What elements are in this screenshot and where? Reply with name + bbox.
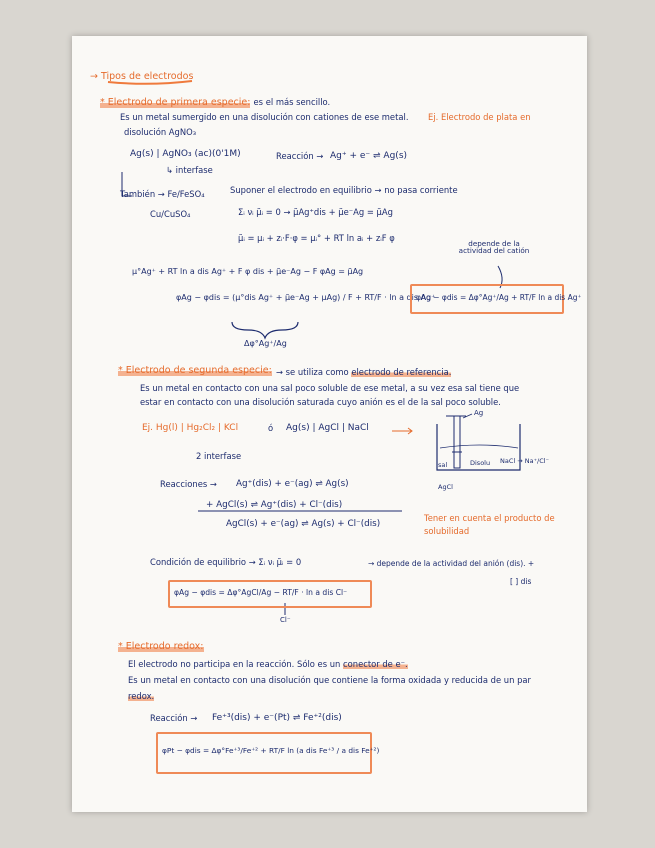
first-kind-reaction: Ag⁺ + e⁻ ⇌ Ag(s) [330, 151, 408, 161]
page-title: → Tipos de electrodos [90, 71, 194, 82]
first-kind-tambien: También → Fe/FeSO₄ [120, 189, 205, 199]
first-kind-depends-note: depende de la actividad del catión [458, 239, 530, 256]
second-kind-line2: estar en contacto con una disolución saturada cuyo anión es el de la sal poco soluble. [140, 397, 501, 407]
second-kind-heading: * Electrodo de segunda especie: [118, 365, 272, 376]
second-kind-depends-note: → depende de la actividad del anión (dis). + [368, 559, 535, 568]
diagram-solution-label: Disolu [470, 459, 491, 467]
redox-result: φPt − φdis = Δφ°Fe⁺³/Fe⁺² + RT/F ln (a dis Fe⁺³ / a dis Fe⁺²) [162, 746, 380, 755]
first-kind-cell: Ag(s) | AgNO₃ (ac)(0'1M) [130, 149, 241, 159]
first-kind-interface: ↳ interfase [166, 165, 213, 175]
reactions-label: Reacciones → [160, 479, 217, 489]
equilibrium-condition: Condición de equilibrio → Σᵢ νᵢ μ̃ᵢ = 0 [150, 557, 302, 567]
chloride-label: Cl⁻ [280, 616, 291, 624]
second-kind-dis-note: [ ] dis [510, 577, 532, 586]
second-kind-note: → se utiliza como electrodo de referencia. [276, 367, 452, 377]
second-kind-or: ó [268, 423, 274, 433]
diagram-sal-label: sal [438, 461, 448, 469]
redox-heading: * Electrodo redox: [118, 641, 204, 652]
diagram-ag-label: Ag [474, 409, 484, 417]
second-kind-result: φAg − φdis = Δφ°AgCl/Ag − RT/F · ln a dis Cl⁻ [174, 588, 348, 597]
first-kind-line2: disolución AgNO₃ [124, 127, 197, 137]
redox-line3: redox. [128, 691, 155, 701]
first-kind-eq4: φAg − φdis = (μ°dis Ag⁺ + μ̃e⁻Ag + μAg) / F + RT/F · ln a dis Ag⁺ [176, 293, 436, 302]
first-kind-eq2: μ̃ᵢ = μᵢ + zᵢ·F·φ = μᵢ° + RT ln aᵢ + zᵢF φ [238, 233, 395, 243]
solubility-note: Tener en cuenta el producto de solubilidad [424, 513, 555, 537]
first-kind-example: Ej. Electrodo de plata en [428, 112, 531, 122]
second-kind-line1: Es un metal en contacto con una sal poco soluble de ese metal, a su vez esa sal tiene que [140, 383, 520, 393]
first-kind-brace-label: Δφ°Ag⁺/Ag [244, 339, 287, 348]
reaction-1: Ag⁺(dis) + e⁻(ag) ⇌ Ag(s) [236, 479, 349, 489]
reaction-2: + AgCl(s) ⇌ Ag⁺(dis) + Cl⁻(dis) [206, 500, 343, 510]
diagram-agcl-label: AgCl [438, 483, 453, 491]
second-kind-example1: Ej. Hg(l) | Hg₂Cl₂ | KCl [142, 423, 239, 433]
redox-line2: Es un metal en contacto con una disolución que contiene la forma oxidada y reducida de un par [128, 675, 531, 685]
first-kind-eq1: Σᵢ νᵢ μ̃ᵢ = 0 → μ̃Ag⁺dis + μ̃e⁻Ag = μ̃Ag [238, 207, 393, 217]
first-kind-suponer: Suponer el electrodo en equilibrio → no pasa corriente [230, 185, 458, 195]
first-kind-heading: * Electrodo de primera especie: es el más sencillo. [100, 97, 331, 108]
first-kind-line1: Es un metal sumergido en una disolución con cationes de ese metal. [120, 112, 409, 122]
first-kind-cu: Cu/CuSO₄ [150, 209, 191, 219]
second-kind-interfase: 2 interfase [196, 451, 242, 461]
first-kind-result: φAg − φdis = Δφ°Ag⁺/Ag + RT/F ln a dis Ag⁺ [416, 293, 582, 302]
first-kind-eq3: μ°Ag⁺ + RT ln a dis Ag⁺ + F φ dis + μ̃e⁻Ag − F φAg = μ̃Ag [132, 267, 364, 276]
redox-reaction: Fe⁺³(dis) + e⁻(Pt) ⇌ Fe⁺²(dis) [212, 713, 342, 723]
redox-reaction-label: Reacción → [150, 713, 198, 723]
reaction-total: AgCl(s) + e⁻(ag) ⇌ Ag(s) + Cl⁻(dis) [226, 519, 381, 529]
second-kind-example2: Ag(s) | AgCl | NaCl [286, 423, 369, 433]
first-kind-reaction-label: Reacción → [276, 151, 324, 161]
diagram-ions-label: NaCl → Na⁺/Cl⁻ [500, 457, 550, 465]
redox-line1: El electrodo no participa en la reacción. Sólo es un conector de e⁻. [128, 659, 408, 669]
